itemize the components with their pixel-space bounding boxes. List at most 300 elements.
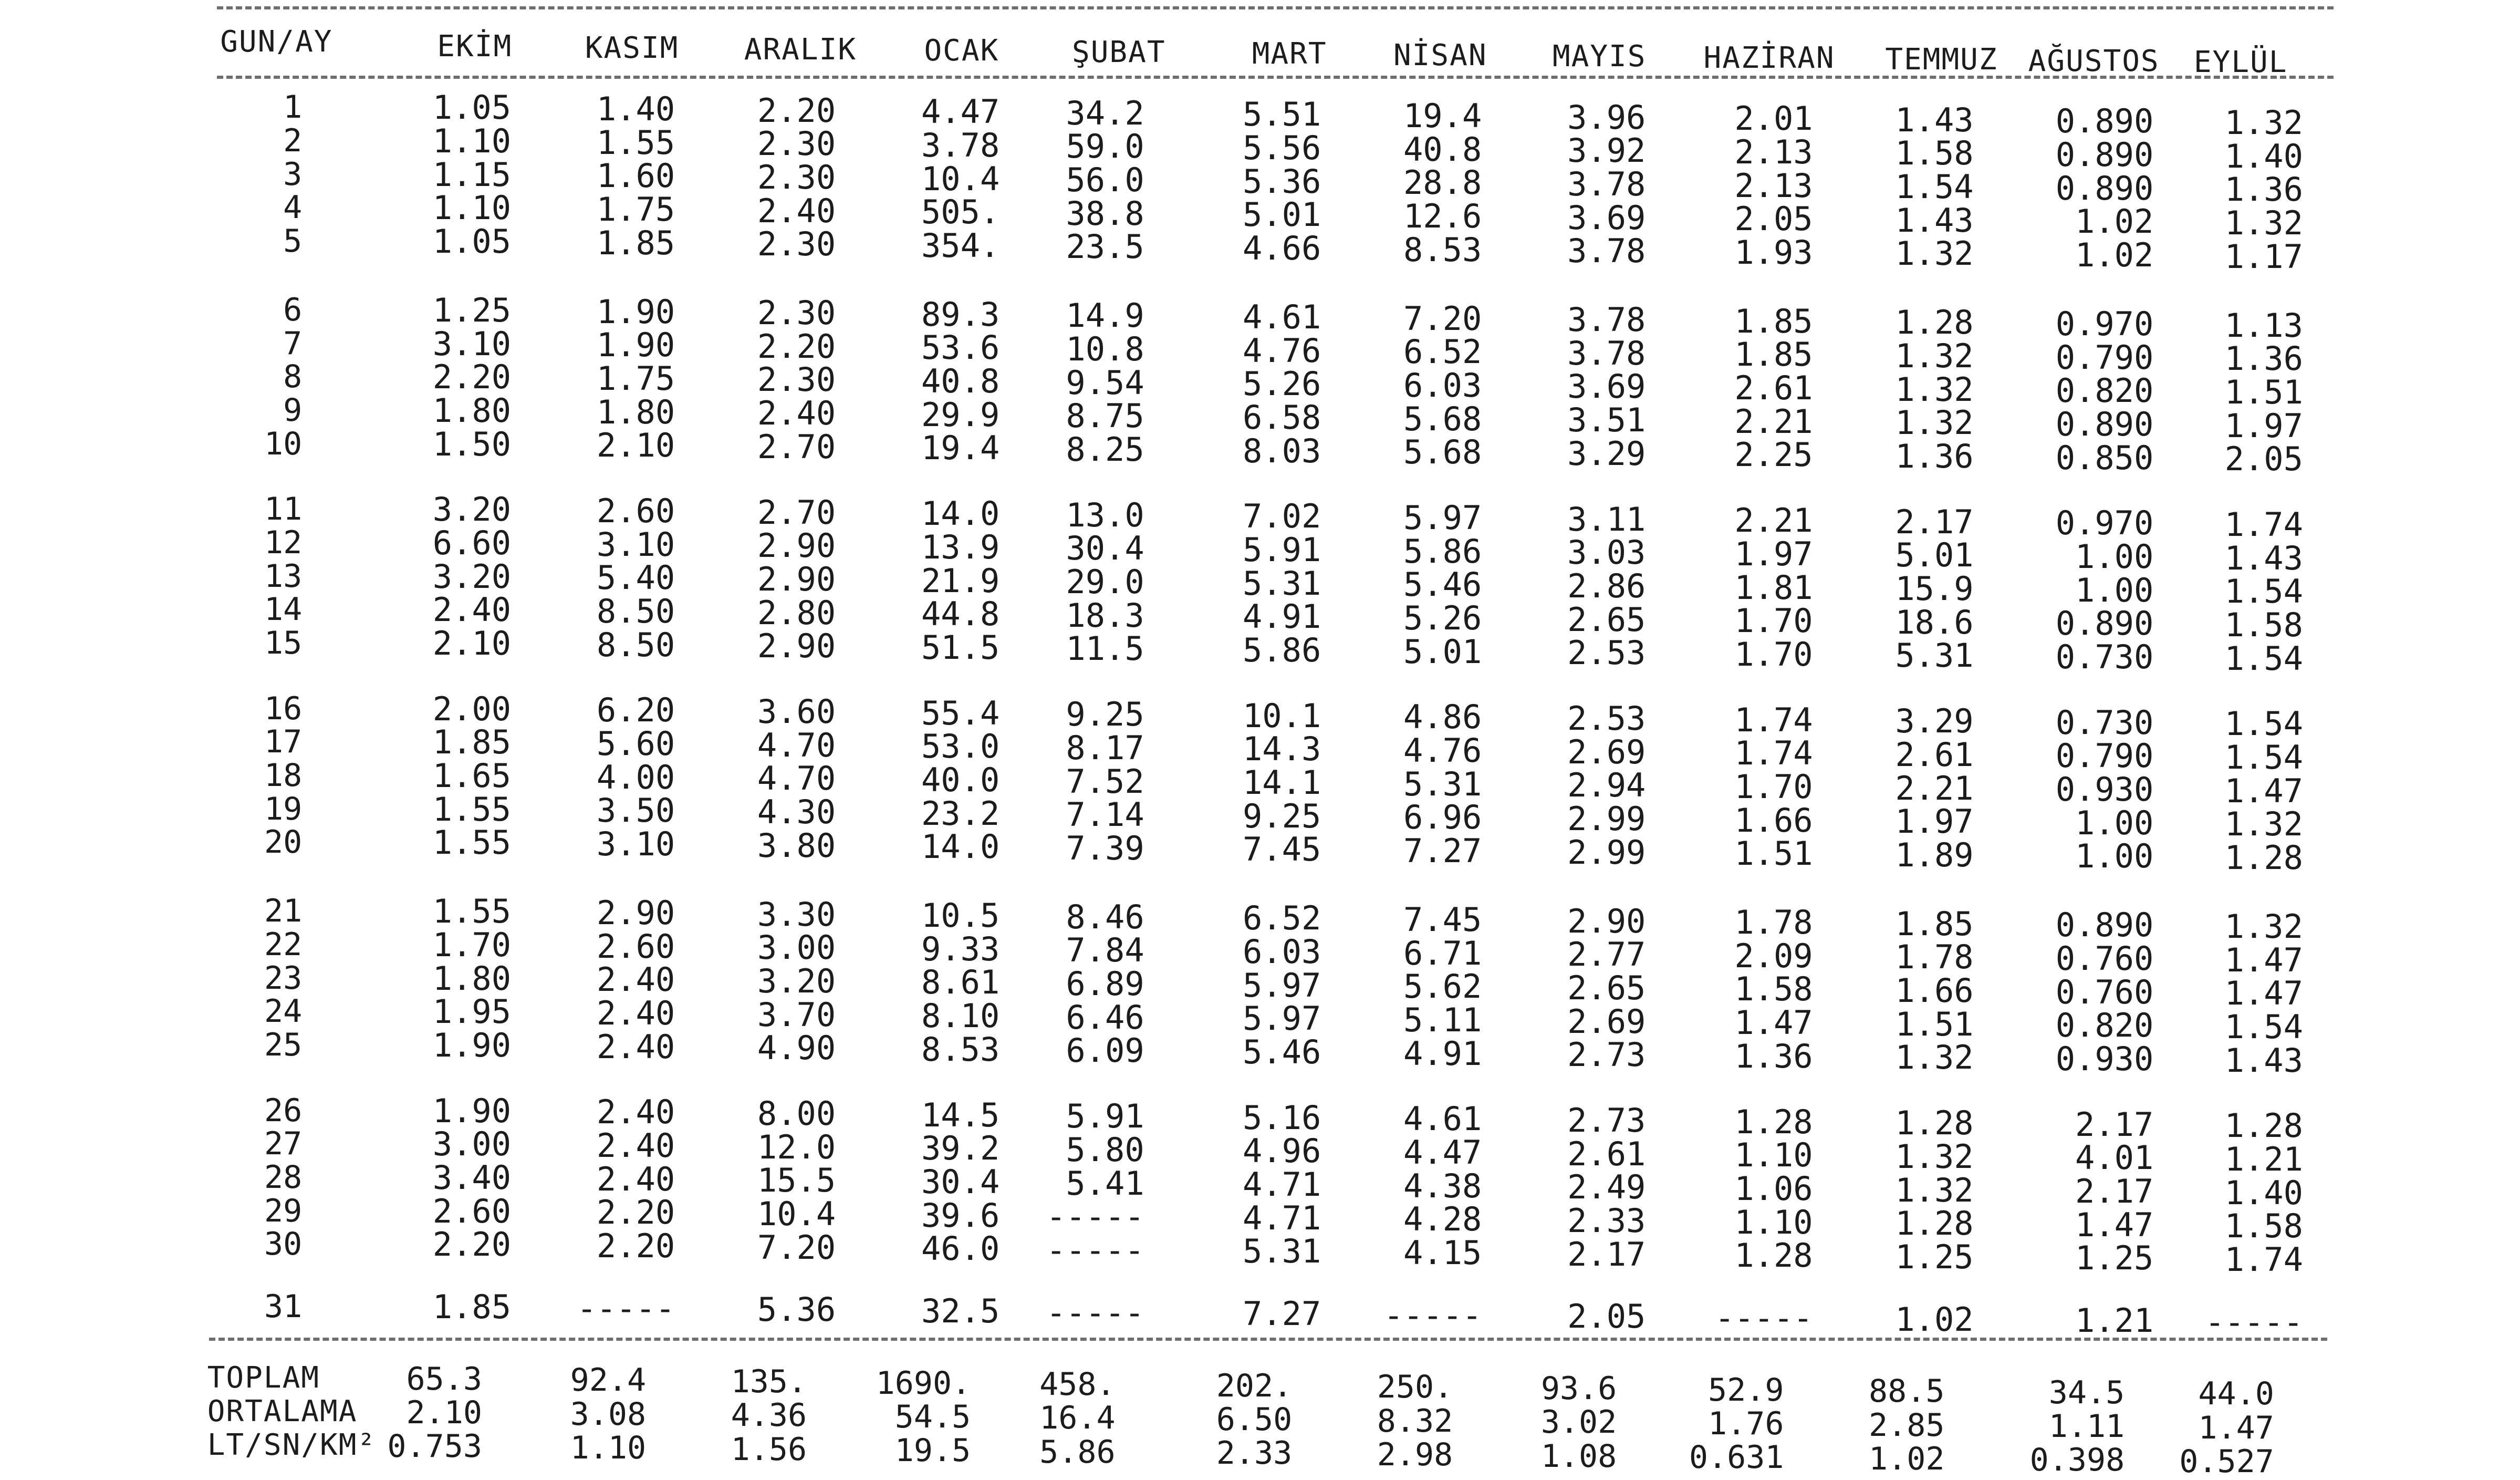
table-cell: 1.32 bbox=[1895, 1038, 1974, 1077]
table-cell: 2.53 bbox=[1567, 634, 1646, 672]
table-cell: 29.9 bbox=[921, 395, 1000, 434]
table-cell: 1.93 bbox=[1734, 233, 1813, 272]
column-header: ŞUBAT bbox=[1071, 35, 1166, 70]
table-cell: 2.10 bbox=[432, 624, 512, 663]
table-cell: 2.09 bbox=[1734, 936, 1813, 975]
table-cell: 6.58 bbox=[1242, 398, 1321, 437]
table-cell: 1.28 bbox=[1895, 1204, 1974, 1243]
table-cell: 89.3 bbox=[921, 295, 1000, 334]
table-cell: 4.00 bbox=[596, 758, 675, 796]
table-cell: 2.20 bbox=[432, 358, 512, 397]
table-cell: 1.32 bbox=[2224, 104, 2303, 142]
table-cell: 19.4 bbox=[921, 429, 1000, 468]
table-cell: 2.40 bbox=[596, 1126, 675, 1165]
summary-cell: 135. bbox=[731, 1363, 807, 1401]
table-cell: 4.91 bbox=[1242, 597, 1321, 636]
table-cell: 5.68 bbox=[1403, 433, 1482, 472]
table-cell: 2.40 bbox=[757, 394, 836, 433]
table-cell: 5.97 bbox=[1403, 499, 1482, 537]
table-cell: 2.21 bbox=[1734, 501, 1813, 540]
table-cell: 2.30 bbox=[757, 125, 836, 163]
table-cell: 29.0 bbox=[1066, 563, 1144, 602]
table-cell: 1.54 bbox=[2224, 572, 2303, 611]
table-cell: 3.50 bbox=[596, 791, 675, 830]
table-cell: 3.40 bbox=[432, 1158, 512, 1197]
table-cell: 6.71 bbox=[1403, 934, 1482, 972]
table-cell: 0.970 bbox=[2055, 304, 2154, 343]
summary-label: ORTALAMA bbox=[207, 1394, 358, 1429]
table-cell: 2.20 bbox=[596, 1227, 675, 1265]
table-cell: 5.31 bbox=[1403, 764, 1482, 803]
summary-cell: 2.10 bbox=[406, 1394, 482, 1432]
table-cell: 18.6 bbox=[1895, 603, 1974, 641]
table-cell: 1.85 bbox=[432, 1288, 512, 1327]
table-cell: 3.78 bbox=[1567, 334, 1646, 372]
table-cell: 2.90 bbox=[596, 893, 675, 932]
table-cell: 1.80 bbox=[596, 392, 675, 431]
summary-cell: 1.56 bbox=[731, 1431, 807, 1468]
table-cell: 5.56 bbox=[1242, 129, 1321, 168]
day-number: 15 bbox=[264, 624, 303, 661]
table-cell: 53.6 bbox=[921, 328, 1000, 367]
table-cell: 2.77 bbox=[1567, 935, 1646, 974]
day-number: 10 bbox=[264, 425, 303, 462]
table-cell: 2.05 bbox=[2224, 440, 2303, 479]
summary-cell: 19.5 bbox=[894, 1432, 971, 1469]
table-cell: 5.86 bbox=[1242, 630, 1321, 669]
day-number: 21 bbox=[264, 893, 303, 930]
day-number: 17 bbox=[264, 723, 303, 761]
table-cell: 3.60 bbox=[757, 692, 836, 731]
table-cell: 1.66 bbox=[1895, 971, 1974, 1010]
table-cell: 3.30 bbox=[757, 895, 836, 934]
table-cell: 1.85 bbox=[1895, 904, 1974, 943]
table-cell: 6.09 bbox=[1066, 1031, 1144, 1070]
table-cell: 2.20 bbox=[757, 327, 836, 366]
table-cell: 6.52 bbox=[1242, 899, 1321, 938]
day-number: 2 bbox=[283, 122, 303, 160]
day-number: 12 bbox=[264, 524, 303, 562]
table-cell: 6.03 bbox=[1242, 933, 1321, 971]
table-cell: 4.38 bbox=[1403, 1166, 1482, 1205]
summary-cell: 0.398 bbox=[2029, 1442, 2125, 1479]
table-cell: 0.820 bbox=[2055, 1006, 2154, 1045]
table-cell: 7.20 bbox=[757, 1228, 836, 1267]
table-cell: 28.8 bbox=[1403, 163, 1482, 202]
table-cell: 2.86 bbox=[1567, 566, 1646, 605]
table-cell: 8.50 bbox=[596, 625, 675, 664]
summary-cell: 54.5 bbox=[894, 1398, 971, 1435]
table-cell: 5.31 bbox=[1242, 564, 1321, 603]
table-cell: 2.33 bbox=[1567, 1201, 1646, 1240]
table-cell: 1.81 bbox=[1734, 568, 1813, 607]
table-cell: 1.32 bbox=[2224, 907, 2303, 946]
table-cell: 2.05 bbox=[1734, 200, 1813, 239]
summary-cell: 4.36 bbox=[731, 1397, 807, 1434]
column-header: NİSAN bbox=[1393, 38, 1487, 73]
table-cell: 14.1 bbox=[1242, 763, 1321, 802]
table-cell: 5.01 bbox=[1242, 195, 1321, 234]
table-cell: 10.5 bbox=[921, 896, 1000, 935]
column-header: MAYIS bbox=[1552, 39, 1647, 74]
table-cell: 2.17 bbox=[1567, 1235, 1646, 1274]
table-cell: 2.21 bbox=[1734, 402, 1813, 441]
day-number: 24 bbox=[264, 993, 303, 1030]
table-cell: 32.5 bbox=[921, 1291, 1000, 1330]
table-cell: 3.80 bbox=[757, 826, 836, 865]
summary-cell: 65.3 bbox=[406, 1360, 482, 1398]
table-cell: 53.0 bbox=[921, 727, 1000, 766]
table-cell: 51.5 bbox=[921, 628, 1000, 667]
table-cell: 2.90 bbox=[757, 627, 836, 666]
table-cell: 2.60 bbox=[596, 492, 675, 530]
table-cell: 3.10 bbox=[596, 525, 675, 564]
table-cell: 12.0 bbox=[757, 1127, 836, 1166]
table-cell: 1.10 bbox=[1734, 1203, 1813, 1241]
table-cell: 1.85 bbox=[432, 723, 512, 762]
table-cell: 2.40 bbox=[596, 1027, 675, 1066]
table-cell: 4.47 bbox=[921, 92, 1000, 131]
table-cell: 1.25 bbox=[1895, 1237, 1974, 1276]
table-cell: 5.97 bbox=[1242, 966, 1321, 1005]
table-cell: 1.32 bbox=[1895, 337, 1974, 376]
table-cell: 1.32 bbox=[1895, 370, 1974, 409]
table-cell: 5.31 bbox=[1242, 1232, 1321, 1271]
table-cell: 1.74 bbox=[2224, 1240, 2303, 1279]
column-header: KASIM bbox=[585, 30, 679, 65]
summary-cell: 3.02 bbox=[1540, 1404, 1617, 1441]
table-cell: 1.28 bbox=[1734, 1236, 1813, 1275]
table-cell: 1.06 bbox=[1734, 1169, 1813, 1208]
summary-cell: 2.33 bbox=[1216, 1435, 1293, 1472]
table-cell: 1.70 bbox=[1734, 602, 1813, 640]
table-cell: 5.11 bbox=[1403, 1000, 1482, 1039]
table-cell: 8.00 bbox=[757, 1094, 836, 1133]
table-cell: 13.0 bbox=[1066, 495, 1144, 534]
summary-cell: 52.9 bbox=[1708, 1371, 1784, 1409]
table-cell: 0.890 bbox=[2055, 405, 2154, 443]
table-cell: 1.43 bbox=[1895, 201, 1974, 240]
summary-cell: 0.527 bbox=[2179, 1443, 2274, 1480]
table-cell: 0.820 bbox=[2055, 371, 2154, 410]
table-cell: 11.5 bbox=[1066, 629, 1144, 668]
table-cell: 0.790 bbox=[2055, 737, 2154, 775]
table-cell: 1.32 bbox=[1895, 1137, 1974, 1176]
table-cell: 39.2 bbox=[921, 1129, 1000, 1168]
table-cell: 7.52 bbox=[1066, 762, 1144, 801]
table-cell: 1.75 bbox=[596, 359, 675, 398]
table-cell: 1.36 bbox=[1895, 437, 1974, 475]
table-cell: 3.92 bbox=[1567, 131, 1646, 170]
table-cell: 0.890 bbox=[2055, 906, 2154, 945]
summary-cell: 34.5 bbox=[2048, 1374, 2125, 1411]
table-cell: 1.43 bbox=[2224, 1041, 2303, 1080]
table-cell: 5.26 bbox=[1403, 598, 1482, 637]
table-cell: ----- bbox=[577, 1289, 675, 1328]
day-number: 29 bbox=[264, 1192, 303, 1229]
table-cell: 8.46 bbox=[1066, 897, 1144, 936]
table-cell: 1.55 bbox=[432, 823, 512, 862]
table-cell: 2.20 bbox=[432, 1225, 512, 1264]
summary-cell: 1.11 bbox=[2048, 1408, 2125, 1445]
table-cell: 10.4 bbox=[921, 159, 1000, 198]
table-cell: 12.6 bbox=[1403, 196, 1482, 235]
table-cell: 3.10 bbox=[432, 324, 512, 363]
column-header: TEMMUZ bbox=[1885, 42, 1998, 77]
table-cell: 1.97 bbox=[1895, 802, 1974, 841]
table-cell: 4.61 bbox=[1242, 297, 1321, 336]
table-cell: 1.55 bbox=[432, 790, 512, 829]
summary-cell: 2.98 bbox=[1377, 1436, 1453, 1473]
table-cell: 7.45 bbox=[1242, 830, 1321, 869]
table-cell: 2.61 bbox=[1734, 369, 1813, 408]
summary-cell: 1.47 bbox=[2198, 1409, 2274, 1446]
day-number: 1 bbox=[283, 89, 303, 126]
summary-cell: 44.0 bbox=[2198, 1375, 2274, 1413]
summary-rule bbox=[209, 1338, 2327, 1341]
table-cell: 6.89 bbox=[1066, 965, 1144, 1003]
table-cell: 3.10 bbox=[596, 825, 675, 864]
table-cell: 2.13 bbox=[1734, 132, 1813, 171]
summary-cell: 1690. bbox=[876, 1364, 971, 1402]
table-cell: 8.61 bbox=[921, 963, 1000, 1002]
table-cell: 1.74 bbox=[1734, 734, 1813, 773]
table-cell: 1.66 bbox=[1734, 801, 1813, 840]
table-cell: 8.53 bbox=[1403, 230, 1482, 269]
table-cell: 5.41 bbox=[1066, 1164, 1144, 1203]
table-cell: 44.8 bbox=[921, 595, 1000, 634]
table-cell: 8.17 bbox=[1066, 728, 1144, 767]
summary-cell: 16.4 bbox=[1039, 1400, 1116, 1437]
column-header: AĞUSTOS bbox=[2028, 44, 2160, 78]
table-cell: 3.11 bbox=[1567, 500, 1646, 539]
summary-cell: 1.76 bbox=[1708, 1405, 1784, 1442]
table-cell: 0.970 bbox=[2055, 504, 2154, 543]
table-cell: 4.70 bbox=[757, 759, 836, 798]
table-cell: 7.20 bbox=[1403, 299, 1482, 338]
table-cell: 5.80 bbox=[1066, 1130, 1144, 1169]
table-cell: 2.25 bbox=[1734, 436, 1813, 474]
summary-cell: 202. bbox=[1216, 1367, 1293, 1404]
table-cell: 1.90 bbox=[432, 1026, 512, 1064]
summary-cell: 0.753 bbox=[387, 1428, 482, 1465]
table-cell: 1.47 bbox=[2224, 940, 2303, 979]
table-cell: 5.31 bbox=[1895, 636, 1974, 675]
table-cell: 1.05 bbox=[432, 222, 512, 261]
table-cell: 15.5 bbox=[757, 1161, 836, 1200]
table-cell: 1.80 bbox=[432, 391, 512, 430]
table-cell: 6.52 bbox=[1403, 333, 1482, 371]
table-cell: 3.70 bbox=[757, 995, 836, 1034]
table-cell: 2.13 bbox=[1734, 166, 1813, 205]
table-cell: 1.60 bbox=[596, 157, 675, 195]
table-cell: 1.28 bbox=[2224, 1106, 2303, 1145]
table-cell: 1.43 bbox=[1895, 100, 1974, 139]
table-cell: 5.01 bbox=[1895, 536, 1974, 575]
table-cell: 21.9 bbox=[921, 561, 1000, 600]
table-cell: 1.02 bbox=[2075, 236, 2154, 274]
table-cell: ----- bbox=[2205, 1302, 2303, 1341]
table-cell: 0.790 bbox=[2055, 338, 2154, 377]
table-cell: 2.30 bbox=[757, 294, 836, 333]
table-cell: 4.91 bbox=[1403, 1034, 1482, 1073]
table-cell: 1.51 bbox=[2224, 372, 2303, 411]
table-cell: 5.91 bbox=[1066, 1097, 1144, 1136]
day-number: 31 bbox=[264, 1288, 303, 1326]
table-cell: 1.75 bbox=[596, 190, 675, 229]
table-cell: 7.84 bbox=[1066, 931, 1144, 970]
table-cell: 7.14 bbox=[1066, 795, 1144, 834]
summary-cell: 92.4 bbox=[570, 1362, 647, 1399]
table-cell: 2.73 bbox=[1567, 1101, 1646, 1140]
column-header: MART bbox=[1252, 36, 1327, 71]
table-cell: 1.90 bbox=[432, 1091, 512, 1130]
table-cell: 39.6 bbox=[921, 1196, 1000, 1235]
table-cell: 1.85 bbox=[596, 223, 675, 262]
table-cell: 0.890 bbox=[2055, 102, 2154, 141]
table-cell: 0.890 bbox=[2055, 136, 2154, 174]
table-cell: 3.20 bbox=[432, 490, 512, 529]
table-cell: 1.70 bbox=[1734, 767, 1813, 806]
day-number: 16 bbox=[264, 690, 303, 727]
table-cell: 23.5 bbox=[1066, 227, 1144, 266]
summary-cell: 8.32 bbox=[1377, 1402, 1453, 1440]
table-cell: 1.47 bbox=[2075, 1205, 2154, 1244]
table-cell: 505. bbox=[921, 193, 1000, 232]
column-header: ARALIK bbox=[744, 32, 857, 67]
table-cell: 40.8 bbox=[1403, 130, 1482, 169]
table-cell: 1.78 bbox=[1895, 938, 1974, 977]
column-header: OCAK bbox=[924, 34, 999, 68]
table-cell: 1.51 bbox=[1895, 1005, 1974, 1043]
table-cell: 1.97 bbox=[2224, 406, 2303, 445]
table-cell: 8.53 bbox=[921, 1030, 1000, 1069]
table-cell: 2.10 bbox=[596, 426, 675, 465]
table-cell: 2.80 bbox=[757, 593, 836, 632]
table-cell: 2.73 bbox=[1567, 1036, 1646, 1074]
table-cell: 5.97 bbox=[1242, 999, 1321, 1038]
table-cell: 1.54 bbox=[2224, 738, 2303, 777]
summary-cell: 6.50 bbox=[1216, 1401, 1293, 1438]
table-cell: 1.25 bbox=[2075, 1239, 2154, 1278]
table-cell: 2.40 bbox=[596, 960, 675, 999]
table-cell: 10.1 bbox=[1242, 696, 1321, 735]
table-cell: 4.76 bbox=[1242, 331, 1321, 370]
summary-cell: 88.5 bbox=[1869, 1373, 1945, 1410]
table-cell: 2.70 bbox=[757, 493, 836, 532]
table-cell: 1.21 bbox=[2075, 1301, 2154, 1340]
summary-cell: 5.86 bbox=[1039, 1433, 1116, 1471]
table-cell: 2.90 bbox=[757, 560, 836, 598]
table-cell: 1.40 bbox=[2224, 137, 2303, 175]
table-cell: 2.20 bbox=[596, 1193, 675, 1232]
table-cell: 1.54 bbox=[2224, 705, 2303, 743]
table-cell: 0.890 bbox=[2055, 604, 2154, 643]
table-cell: 10.4 bbox=[757, 1194, 836, 1233]
table-cell: 4.28 bbox=[1403, 1200, 1482, 1239]
table-cell: 1.40 bbox=[596, 90, 675, 129]
table-cell: 4.71 bbox=[1242, 1198, 1321, 1237]
summary-cell: 250. bbox=[1377, 1369, 1453, 1406]
table-cell: 2.90 bbox=[757, 526, 836, 565]
table-cell: 1.00 bbox=[2075, 537, 2154, 576]
table-cell: ----- bbox=[1046, 1230, 1144, 1269]
table-cell: 1.80 bbox=[432, 959, 512, 998]
day-number: 25 bbox=[264, 1026, 303, 1063]
table-cell: 3.20 bbox=[757, 961, 836, 1000]
table-cell: 23.2 bbox=[921, 794, 1000, 833]
summary-cell: 93.6 bbox=[1540, 1370, 1617, 1407]
table-cell: 1.17 bbox=[2224, 237, 2303, 276]
table-cell: 2.99 bbox=[1567, 833, 1646, 872]
table-cell: 1.74 bbox=[2224, 505, 2303, 544]
table-cell: 5.46 bbox=[1242, 1032, 1321, 1071]
summary-label: LT/SN/KM² bbox=[207, 1428, 377, 1463]
summary-cell: 0.631 bbox=[1689, 1439, 1784, 1476]
table-cell: 13.9 bbox=[921, 527, 1000, 566]
table-cell: ----- bbox=[1383, 1296, 1482, 1334]
table-cell: 1.32 bbox=[2224, 805, 2303, 844]
column-header: EYLÜL bbox=[2193, 45, 2288, 80]
table-cell: 1.47 bbox=[2224, 771, 2303, 810]
table-cell: 5.62 bbox=[1403, 967, 1482, 1006]
table-cell: 5.86 bbox=[1403, 532, 1482, 571]
table-cell: 1.90 bbox=[596, 326, 675, 365]
table-cell: 2.69 bbox=[1567, 1002, 1646, 1041]
table-cell: 1.54 bbox=[2224, 1007, 2303, 1046]
table-cell: 1.58 bbox=[1895, 134, 1974, 173]
table-cell: 3.29 bbox=[1567, 434, 1646, 473]
day-number: 22 bbox=[264, 926, 303, 964]
table-cell: 3.78 bbox=[1567, 301, 1646, 339]
table-cell: 3.96 bbox=[1567, 98, 1646, 137]
table-cell: 8.03 bbox=[1242, 431, 1321, 470]
table-cell: 1.70 bbox=[1734, 635, 1813, 674]
table-cell: 7.27 bbox=[1242, 1295, 1321, 1333]
table-cell: 14.0 bbox=[921, 827, 1000, 866]
summary-cell: 1.10 bbox=[570, 1429, 647, 1466]
day-number: 8 bbox=[283, 358, 303, 396]
table-cell: 3.78 bbox=[921, 126, 1000, 164]
table-cell: 46.0 bbox=[921, 1229, 1000, 1268]
table-cell: 2.40 bbox=[432, 591, 512, 629]
table-cell: 1.90 bbox=[596, 292, 675, 331]
day-number: 27 bbox=[264, 1125, 303, 1163]
table-cell: 2.53 bbox=[1567, 699, 1646, 738]
table-cell: 9.25 bbox=[1066, 695, 1144, 734]
table-cell: 1.47 bbox=[1734, 1003, 1813, 1042]
table-cell: 0.890 bbox=[2055, 169, 2154, 208]
table-cell: 354. bbox=[921, 226, 1000, 265]
table-cell: 9.33 bbox=[921, 929, 1000, 968]
table-cell: 3.00 bbox=[432, 1125, 512, 1164]
table-cell: 1.85 bbox=[1734, 335, 1813, 374]
table-cell: 40.0 bbox=[921, 760, 1000, 799]
table-cell: 2.17 bbox=[2075, 1105, 2154, 1144]
table-cell: 5.26 bbox=[1242, 365, 1321, 403]
table-cell: 1.54 bbox=[1895, 168, 1974, 206]
table-cell: 4.47 bbox=[1403, 1133, 1482, 1172]
table-cell: 0.930 bbox=[2055, 770, 2154, 809]
table-cell: 15.9 bbox=[1895, 570, 1974, 608]
day-number: 9 bbox=[283, 391, 303, 429]
table-cell: 10.8 bbox=[1066, 330, 1144, 369]
table-cell: 1.36 bbox=[2224, 170, 2303, 209]
table-cell: 2.40 bbox=[596, 1093, 675, 1132]
table-cell: 4.66 bbox=[1242, 229, 1321, 267]
table-cell: 2.90 bbox=[1567, 902, 1646, 940]
table-cell: ----- bbox=[1714, 1298, 1813, 1337]
